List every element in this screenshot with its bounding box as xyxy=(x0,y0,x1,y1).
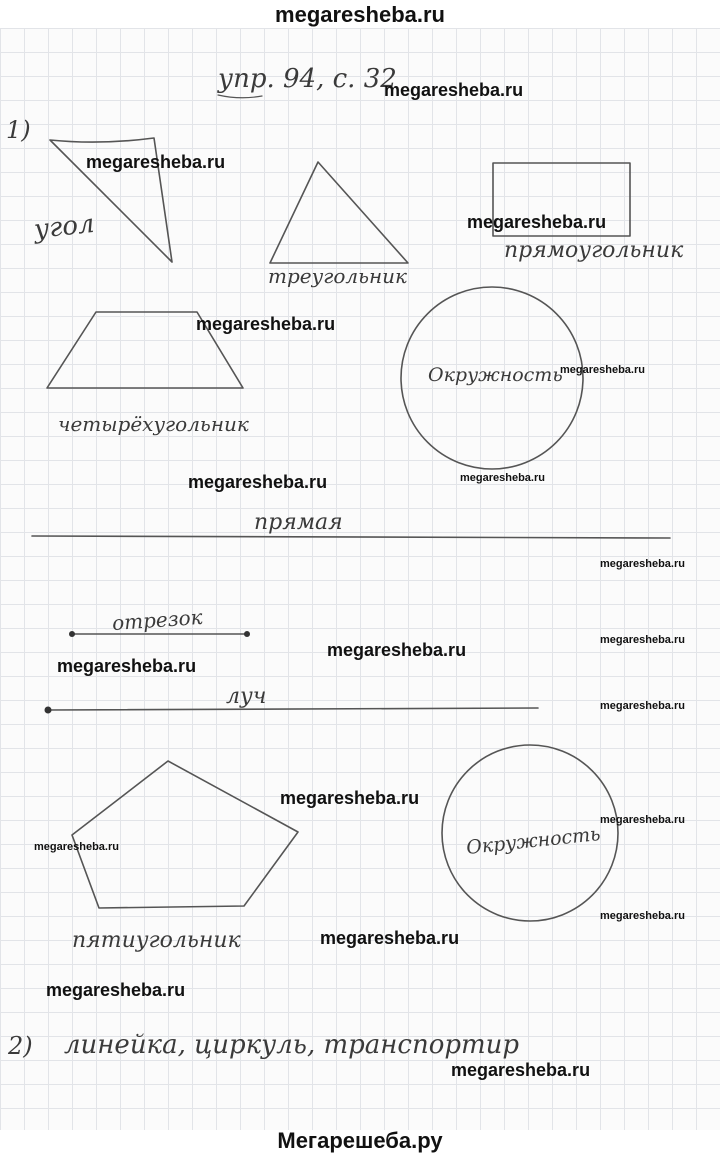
watermark: megaresheba.ru xyxy=(600,700,685,712)
label-pentagon: пятиугольник xyxy=(72,928,241,953)
triangle-shape xyxy=(270,162,408,263)
label-ray: луч xyxy=(226,684,267,709)
label-circle-2: Окружность xyxy=(465,823,602,859)
watermark: megaresheba.ru xyxy=(384,80,524,100)
watermark: megaresheba.ru xyxy=(600,814,685,826)
label-segment: отрезок xyxy=(111,604,204,636)
label-triangle: треугольник xyxy=(268,264,407,288)
watermark: megaresheba.ru xyxy=(34,841,119,853)
watermark: megaresheba.ru xyxy=(320,928,460,948)
label-quadrilateral: четырёхугольник xyxy=(58,412,249,436)
ray-origin xyxy=(45,707,52,714)
site-footer[interactable]: Мегарешеба.ру xyxy=(277,1128,443,1153)
item-1-marker: 1) xyxy=(6,116,31,144)
site-header[interactable]: megaresheba.ru xyxy=(275,2,445,27)
watermark: megaresheba.ru xyxy=(460,472,545,484)
watermark: megaresheba.ru xyxy=(600,634,685,646)
ray-shape xyxy=(48,708,538,710)
item-2-marker: 2) xyxy=(8,1032,33,1060)
segment-end-right xyxy=(244,631,250,637)
watermark: megaresheba.ru xyxy=(196,314,336,334)
watermark: megaresheba.ru xyxy=(560,364,645,376)
answer-2: линейка, циркуль, транспортир xyxy=(64,1030,520,1060)
watermark: megaresheba.ru xyxy=(46,980,186,1000)
watermark: megaresheba.ru xyxy=(280,788,420,808)
label-circle-1: Окружность xyxy=(428,364,563,386)
watermark: megaresheba.ru xyxy=(451,1060,591,1080)
exercise-title: упр. 94, с. 32 xyxy=(218,64,397,94)
watermark: megaresheba.ru xyxy=(600,910,685,922)
watermark: megaresheba.ru xyxy=(467,212,607,232)
watermark: megaresheba.ru xyxy=(188,472,328,492)
watermark: megaresheba.ru xyxy=(327,640,467,660)
label-line: прямая xyxy=(254,510,343,535)
segment-end-left xyxy=(69,631,75,637)
label-angle: угол xyxy=(32,208,96,246)
line-shape xyxy=(32,536,670,538)
watermark: megaresheba.ru xyxy=(600,558,685,570)
label-rectangle: прямоугольник xyxy=(504,238,684,263)
watermark: megaresheba.ru xyxy=(57,656,197,676)
watermark: megaresheba.ru xyxy=(86,152,226,172)
pentagon-shape xyxy=(72,761,298,908)
